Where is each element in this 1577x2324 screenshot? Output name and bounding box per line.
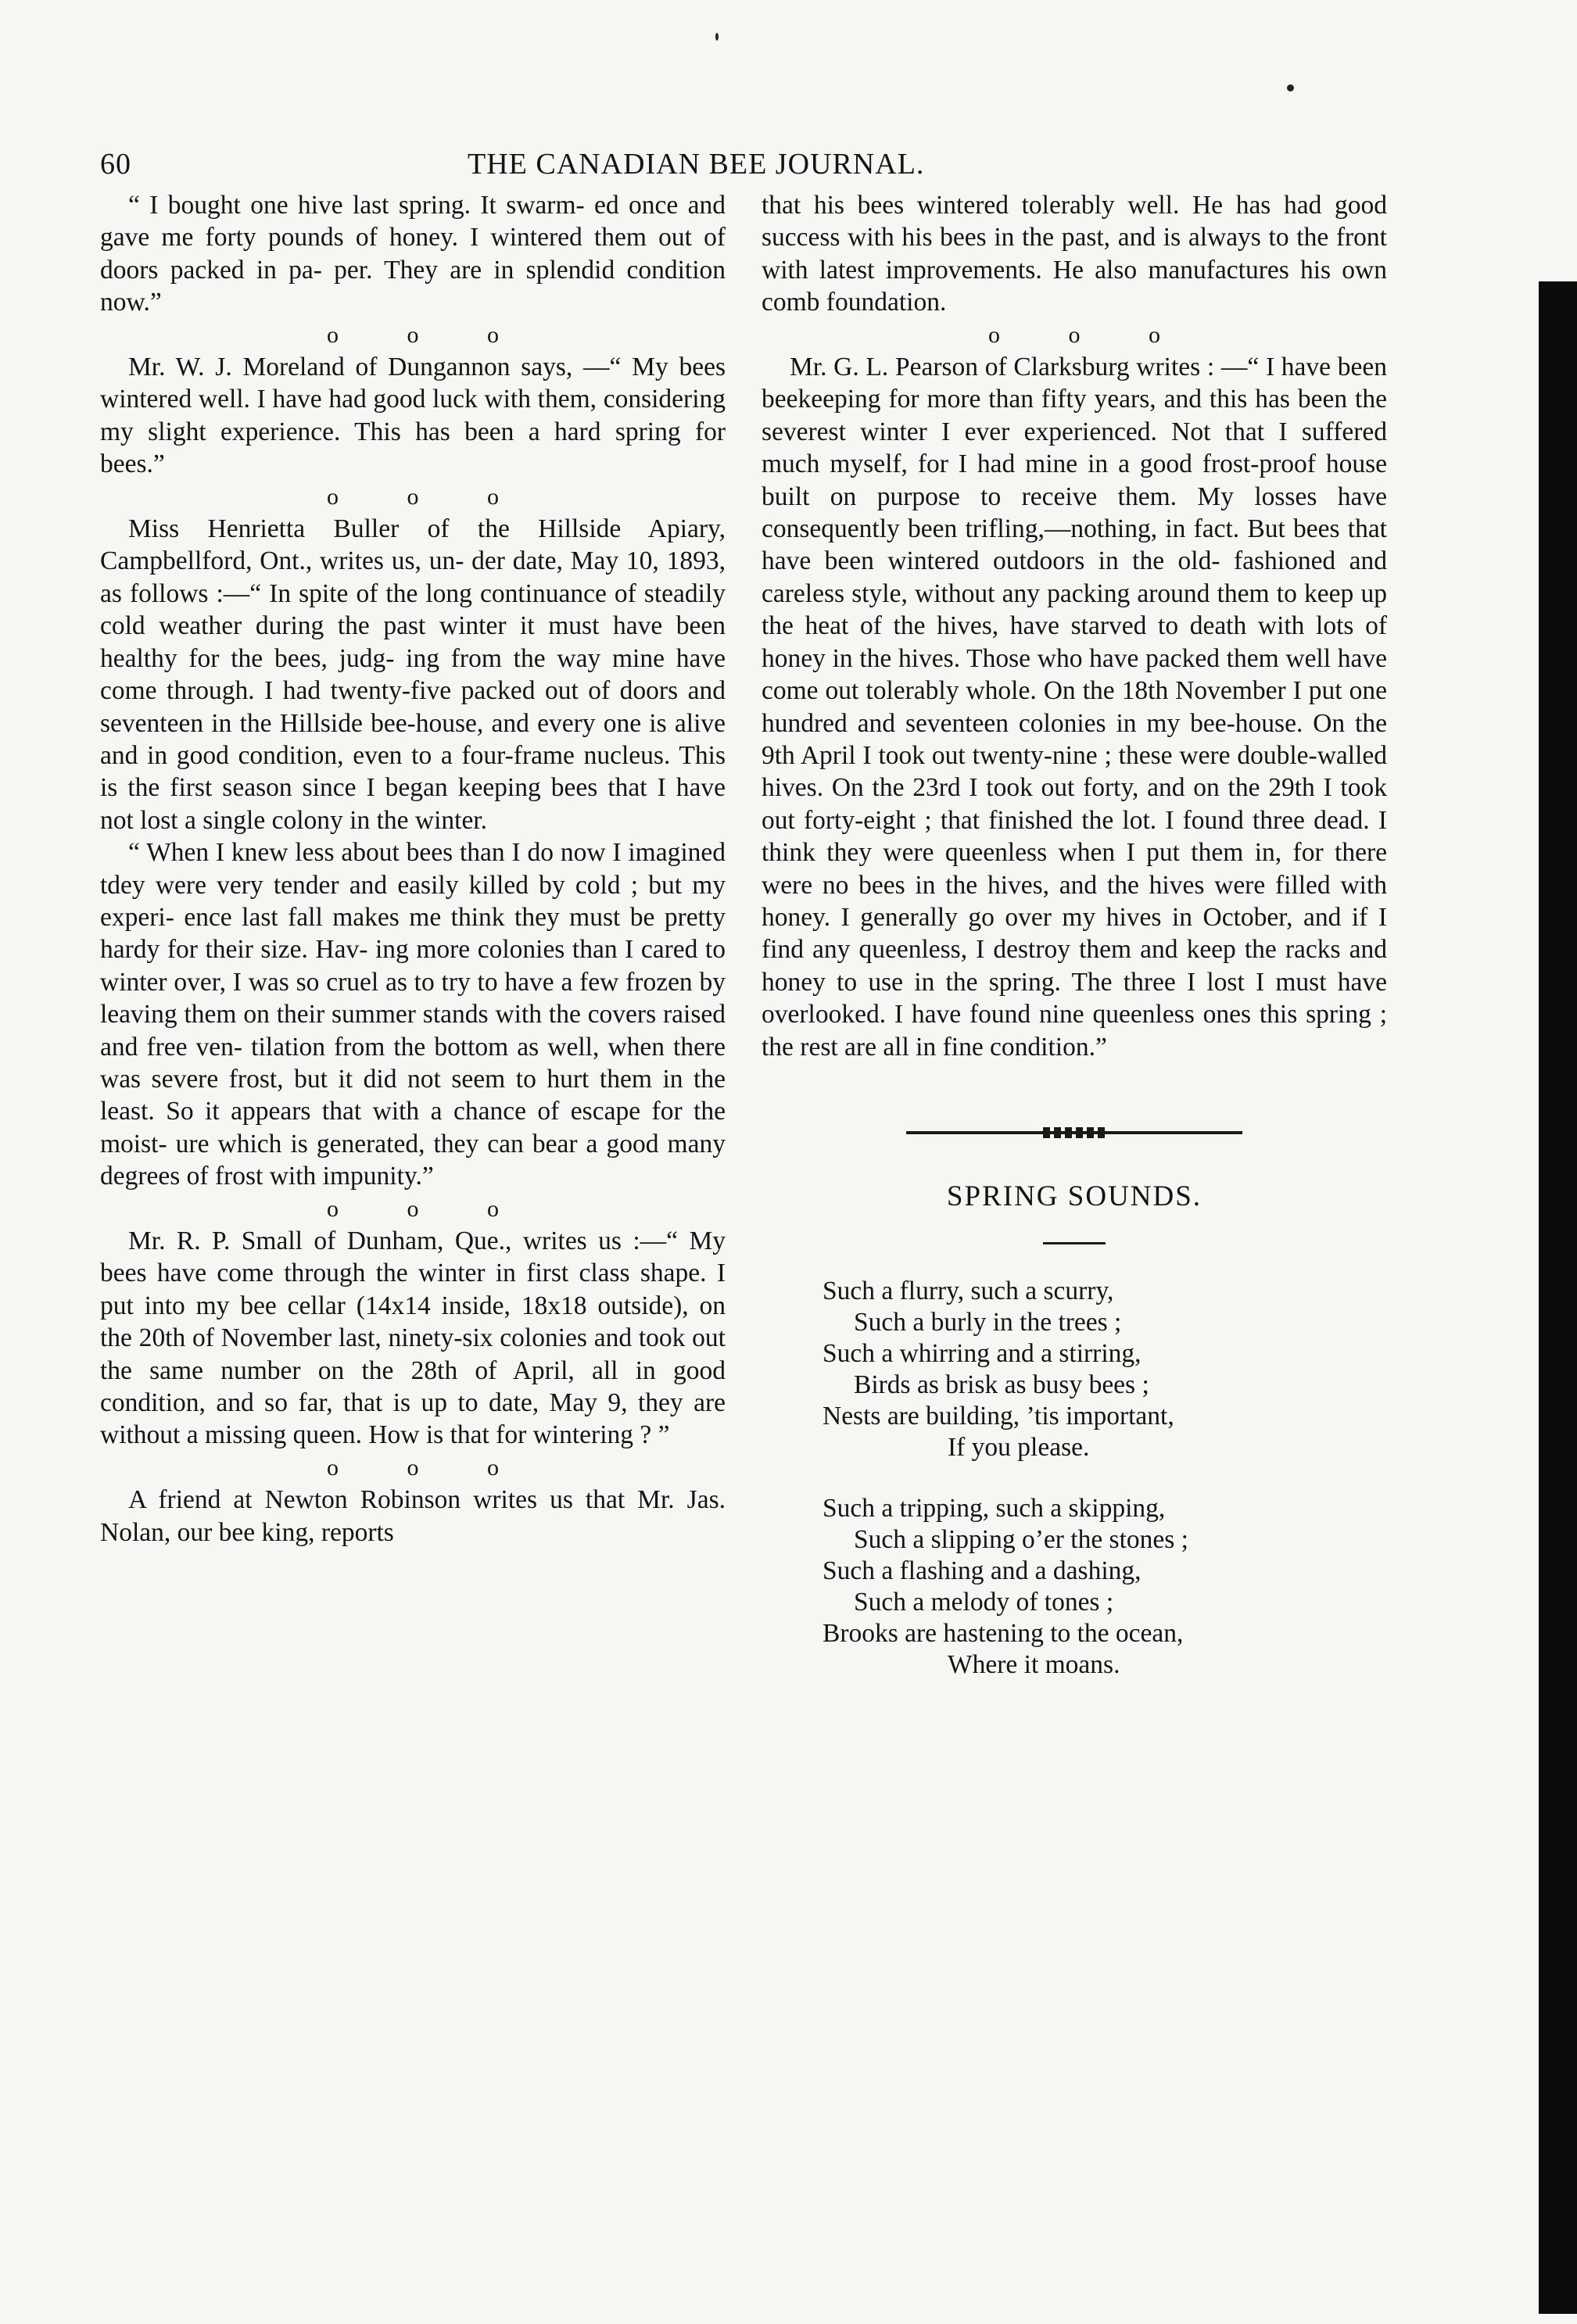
print-speck [715, 33, 719, 41]
section-separator: o o o [327, 321, 530, 348]
poem-line: If you please. [948, 1433, 1090, 1463]
ornament-divider-icon [906, 1131, 1242, 1134]
ornamental-rule [762, 1110, 1387, 1142]
letter-paragraph: Mr. W. J. Moreland of Dungannon says, —“ My bees wintered well. I have had good luck with them, considering my slight experience. This has been a hard spring for bees.” [100, 353, 726, 479]
poem-line: Such a flurry, such a scurry, [823, 1277, 1114, 1306]
title-rule [1043, 1242, 1106, 1244]
section-separator: o o o [327, 1454, 530, 1481]
poem-line: Brooks are hastening to the ocean, [823, 1619, 1184, 1649]
page-edge-shadow [1539, 281, 1577, 2314]
letter-paragraph: Mr. R. P. Small of Dunham, Que., writes us :—“ My bees have come through the winter in first class shape. I put into my bee cellar (14x14 inside, 18x18 outside), on the 20th of November last, ninety-six colonies and took out the same number on the 28th of April, all in good condition, and so far, that is up to date, May 9, they are without a missing queen. How is that for wintering ? ” [100, 1226, 726, 1450]
section-separator: o o o [327, 483, 530, 510]
poem-line: Such a melody of tones ; [854, 1588, 1114, 1617]
journal-title: THE CANADIAN BEE JOURNAL. [468, 148, 925, 181]
letter-paragraph: Mr. G. L. Pearson of Clarksburg writes : —“ I have been beekeeping for more than fifty years, and this has been the severest winter I ever experienced. Not that I suffered much myself, for I had mine in a good frost-proof house built on purpose to receive them. My losses have consequently been trifling,—nothing, in fact. But bees that have been wintered outdoors in the old- fashioned and careless style, without any packing around them to keep up the heat of the hives, have starved to death with lots of honey in the hives. Those who have packed them well have come out tolerably whole. On the 18th November I put one hundred and seventeen colonies in my bee-house. On the 9th April I took out twenty-nine ; these were double-walled hives. On the 23rd I took out forty, and on the 29th I took out forty-eight ; that finished the lot. I found three dead. I think they were queenless when I put them in, for there were no bees in the hives, and the hives were filled with honey. I generally go over my hives in October, and if I find any queenless, I destroy them and keep the racks and honey to use in the spring. The three I lost I must have overlooked. I have found nine queenless ones this spring ; the rest are all in fine condition.” [762, 353, 1387, 1062]
left-column [100, 189, 726, 1549]
poem-line: Such a slipping o’er the stones ; [854, 1525, 1188, 1555]
letter-paragraph: Miss Henrietta Buller of the Hillside Apiary, Campbellford, Ont., writes us, un- der date, May 10, 1893, as follows :—“ In spite of the long continuance of steadily cold weather during the past winter it must have been healthy for the bees, judg- ing from the way mine have come through. I had twenty-five packed out of doors and seventeen in the Hillside bee-house, and every one is alive and in good condition, even to a four-frame nucleus. This is the first season since I began keeping bees that I have not lost a single colony in the winter. [100, 514, 726, 835]
letter-paragraph: “ When I knew less about bees than I do now I imagined tdey were very tender and easily killed by cold ; but my experi- ence last fall makes me think they must be pretty hardy for their size. Hav- ing more colonies than I cared to winter over, I was so cruel as to try to have a few frozen by leaving them on their summer stands with the covers raised and free ven- tilation from the bottom as well, when there was severe frost, but it did not seem to hurt them in the least. So it appears that with a chance of escape for the moist- ure which is generated, they can bear a good many degrees of frost with impunity.” [100, 838, 726, 1191]
section-separator: o o o [988, 321, 1192, 348]
poem-line: Such a whirring and a stirring, [823, 1339, 1142, 1369]
poem-line: Such a tripping, such a skipping, [823, 1494, 1166, 1524]
poem-stanza [823, 1493, 1387, 1681]
right-column [762, 189, 1387, 1710]
letter-paragraph: that his bees wintered tolerably well. He has had good success with his bees in the past, and is always to the front with latest improvements. He also manufactures his own comb foundation. [762, 191, 1387, 317]
poem-title: SPRING SOUNDS. [946, 1180, 1202, 1213]
poem-line: Birds as brisk as busy bees ; [854, 1370, 1149, 1400]
page-number: 60 [100, 148, 131, 181]
poem-line: Where it moans. [948, 1650, 1120, 1680]
letter-paragraph: “ I bought one hive last spring. It swarm- ed once and gave me forty pounds of honey. I wintered them out of doors packed in pa- per. They are in splendid condition now.” [100, 191, 726, 317]
poem-line: Nests are building, ’tis important, [823, 1402, 1174, 1431]
poem-line: Such a flashing and a dashing, [823, 1556, 1142, 1586]
print-speck [1287, 84, 1294, 91]
poem-stanza [823, 1276, 1387, 1463]
letter-paragraph: A friend at Newton Robinson writes us that Mr. Jas. Nolan, our bee king, reports [100, 1485, 726, 1547]
section-separator: o o o [327, 1195, 530, 1222]
poem [823, 1276, 1387, 1681]
poem-line: Such a burly in the trees ; [854, 1308, 1122, 1337]
